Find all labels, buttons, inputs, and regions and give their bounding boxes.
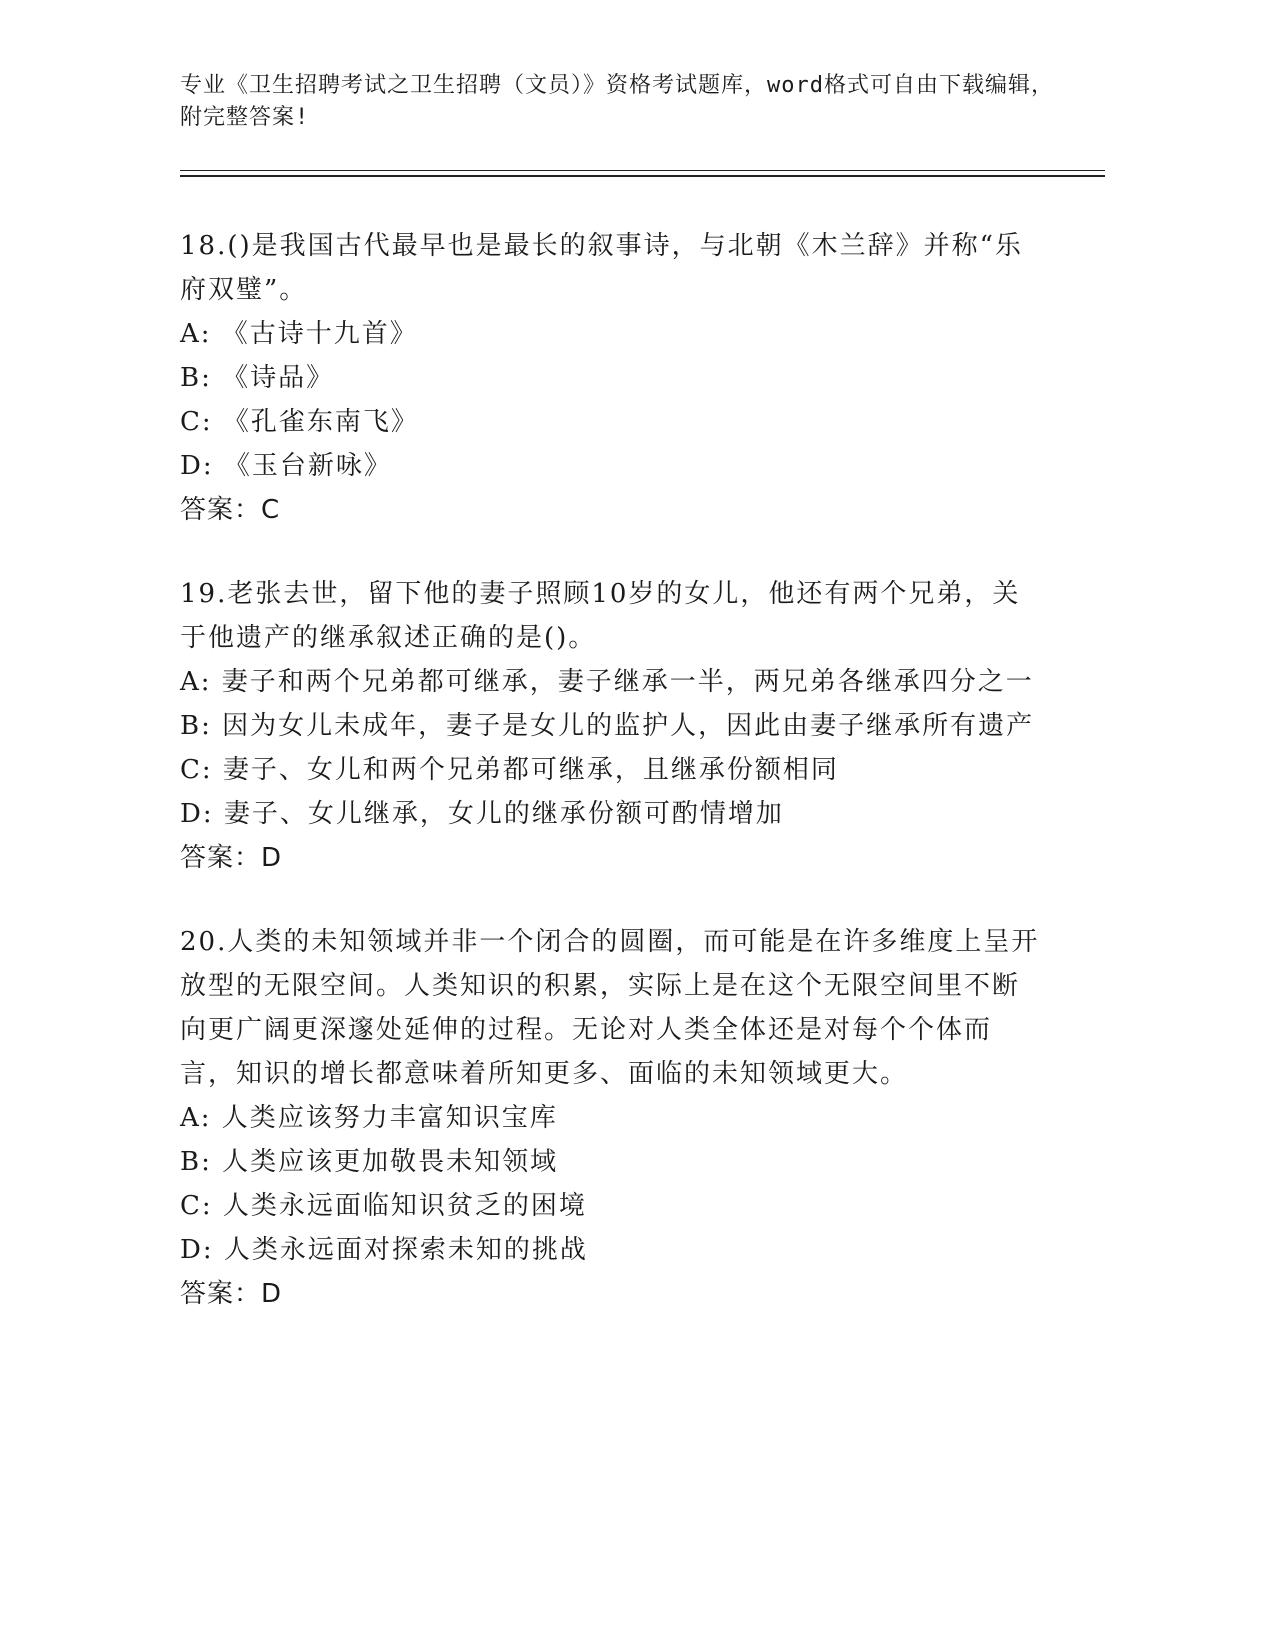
question-stem: 19.老张去世，留下他的妻子照顾10岁的女儿，他还有两个兄弟，关于他遗产的继承叙述正确的是()。 (180, 579, 1021, 653)
question-19 (180, 572, 1040, 880)
option-b: B: 因为女儿未成年，妻子是女儿的监护人，因此由妻子继承所有遗产 (180, 711, 1035, 741)
document-header: 专业《卫生招聘考试之卫生招聘（文员）》资格考试题库，word格式可自由下载编辑，附完整答案! (180, 73, 1054, 130)
question-20 (180, 920, 1040, 1316)
answer: 答案：C (180, 495, 281, 525)
option-c: C: 妻子、女儿和两个兄弟都可继承，且继承份额相同 (180, 755, 839, 785)
header-divider-thick (180, 175, 1105, 177)
question-stem: 20.人类的未知领域并非一个闭合的圆圈，而可能是在许多维度上呈开放型的无限空间。人类知识的积累，实际上是在这个无限空间里不断向更广阔更深邃处延伸的过程。无论对人类全体还是对每个个体而言，知识的增长都意味着所知更多、面临的未知领域更大。 (180, 927, 1040, 1089)
answer: 答案：D (180, 843, 283, 873)
option-c: C: 《孔雀东南飞》 (180, 407, 419, 437)
option-b: B: 《诗品》 (180, 363, 335, 393)
option-c: C: 人类永远面临知识贫乏的困境 (180, 1191, 587, 1221)
header-divider-thin (180, 170, 1105, 171)
option-a: A: 人类应该努力丰富知识宝库 (180, 1103, 558, 1133)
option-a: A: 《古诗十九首》 (180, 319, 418, 349)
option-d: D: 《玉台新咏》 (180, 451, 392, 481)
answer: 答案：D (180, 1279, 283, 1309)
option-d: D: 人类永远面对探索未知的挑战 (180, 1235, 588, 1265)
option-a: A: 妻子和两个兄弟都可继承，妻子继承一半，两兄弟各继承四分之一 (180, 667, 1034, 697)
option-d: D: 妻子、女儿继承，女儿的继承份额可酌情增加 (180, 799, 784, 829)
question-18 (180, 224, 1040, 532)
option-b: B: 人类应该更加敬畏未知领域 (180, 1147, 559, 1177)
question-stem: 18.()是我国古代最早也是最长的叙事诗，与北朝《木兰辞》并称“乐府双璧”。 (180, 231, 1023, 305)
